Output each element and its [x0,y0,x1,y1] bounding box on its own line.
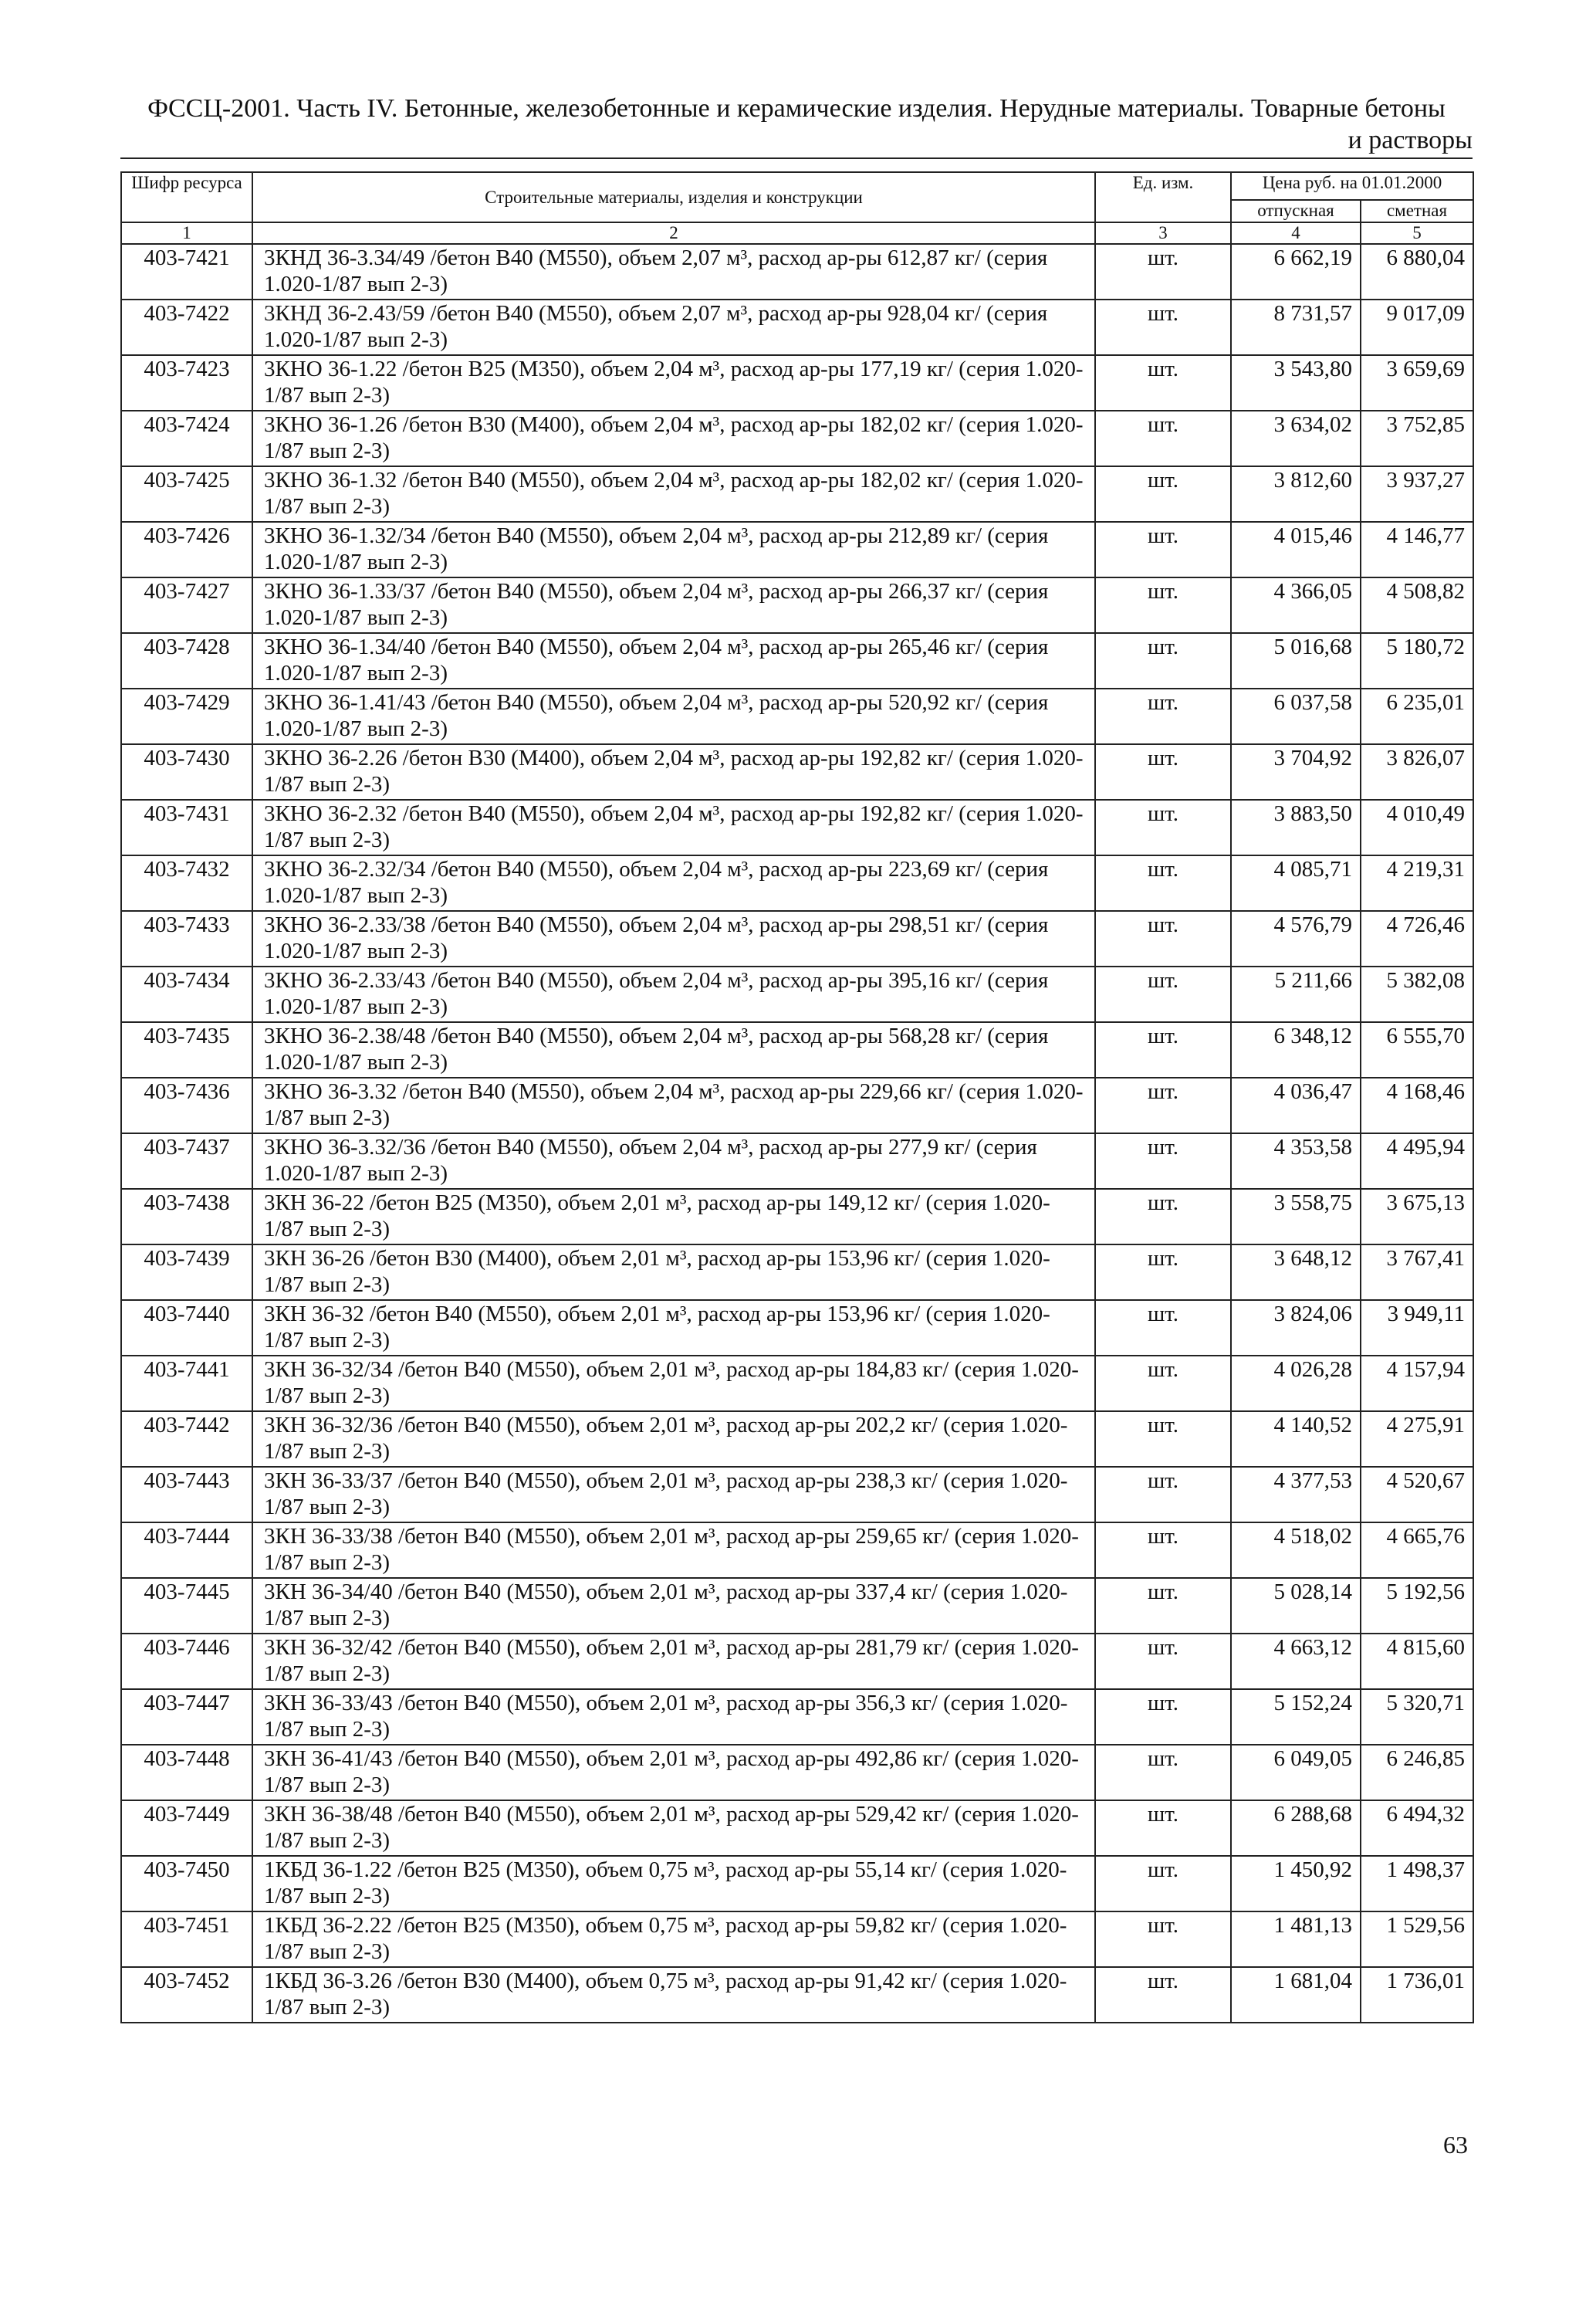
header-unit: Ед. изм. [1095,172,1231,222]
unit-cell: шт. [1095,633,1231,689]
table-row [121,1078,1473,1133]
resource-code: 403-7421 [121,244,252,300]
table-row [121,911,1473,967]
resource-code: 403-7448 [121,1745,252,1800]
table-row [121,1244,1473,1300]
column-number: 3 [1095,222,1231,244]
release-price-cell: 4 036,47 [1231,1078,1361,1133]
unit-cell: шт. [1095,1467,1231,1522]
material-description: 3КН 36-33/38 /бетон В40 (М550), объем 2,01 м³, расход ар-ры 259,65 кг/ (серия 1.020-1/87 вып 2-3) [252,1522,1095,1578]
table-row [121,967,1473,1022]
resource-code: 403-7434 [121,967,252,1022]
unit-cell: шт. [1095,744,1231,800]
release-price-cell: 3 648,12 [1231,1244,1361,1300]
material-description: 3КН 36-22 /бетон В25 (М350), объем 2,01 м³, расход ар-ры 149,12 кг/ (серия 1.020-1/87 вып 2-3) [252,1189,1095,1244]
material-description: 3КНО 36-2.26 /бетон В30 (М400), объем 2,04 м³, расход ар-ры 192,82 кг/ (серия 1.020-1/87 вып 2-3) [252,744,1095,800]
unit-cell: шт. [1095,411,1231,466]
estimate-price-cell: 5 320,71 [1361,1689,1473,1745]
estimate-price-cell: 3 767,41 [1361,1244,1473,1300]
table-row [121,577,1473,633]
price-table [120,171,1474,2023]
unit-cell: шт. [1095,1911,1231,1967]
release-price-cell: 3 883,50 [1231,800,1361,855]
resource-code: 403-7433 [121,911,252,967]
unit-cell: шт. [1095,1745,1231,1800]
estimate-price-cell: 3 949,11 [1361,1300,1473,1356]
table-row [121,1967,1473,2023]
release-price-cell: 4 015,46 [1231,522,1361,577]
resource-code: 403-7429 [121,689,252,744]
table-row [121,355,1473,411]
release-price-cell: 3 812,60 [1231,466,1361,522]
table-row [121,1022,1473,1078]
header-code: Шифр ресурса [121,172,252,222]
resource-code: 403-7423 [121,355,252,411]
unit-cell: шт. [1095,300,1231,355]
resource-code: 403-7447 [121,1689,252,1745]
estimate-price-cell: 4 495,94 [1361,1133,1473,1189]
table-row [121,244,1473,300]
resource-code: 403-7425 [121,466,252,522]
release-price-cell: 4 576,79 [1231,911,1361,967]
table-row [121,522,1473,577]
header-title-continuation: и растворы [1347,126,1473,154]
resource-code: 403-7432 [121,855,252,911]
resource-code: 403-7451 [121,1911,252,1967]
resource-code: 403-7431 [121,800,252,855]
resource-code: 403-7450 [121,1856,252,1911]
table-row [121,1522,1473,1578]
table-row [121,1578,1473,1634]
resource-code: 403-7435 [121,1022,252,1078]
estimate-price-cell: 5 382,08 [1361,967,1473,1022]
table-row [121,1300,1473,1356]
material-description: 3КН 36-34/40 /бетон В40 (М550), объем 2,01 м³, расход ар-ры 337,4 кг/ (серия 1.020-1/87 вып 2-3) [252,1578,1095,1634]
unit-cell: шт. [1095,967,1231,1022]
release-price-cell: 3 824,06 [1231,1300,1361,1356]
release-price-cell: 3 558,75 [1231,1189,1361,1244]
release-price-cell: 4 518,02 [1231,1522,1361,1578]
release-price-cell: 6 037,58 [1231,689,1361,744]
resource-code: 403-7428 [121,633,252,689]
unit-cell: шт. [1095,911,1231,967]
resource-code: 403-7440 [121,1300,252,1356]
release-price-cell: 5 016,68 [1231,633,1361,689]
table-header [121,172,1473,244]
release-price-cell: 5 152,24 [1231,1689,1361,1745]
estimate-price-cell: 4 275,91 [1361,1411,1473,1467]
release-price-cell: 4 377,53 [1231,1467,1361,1522]
release-price-cell: 4 663,12 [1231,1634,1361,1689]
table-row [121,800,1473,855]
release-price-cell: 3 704,92 [1231,744,1361,800]
estimate-price-cell: 6 246,85 [1361,1745,1473,1800]
table-row [121,689,1473,744]
release-price-cell: 4 085,71 [1231,855,1361,911]
release-price-cell: 8 731,57 [1231,300,1361,355]
material-description: 3КНО 36-1.32/34 /бетон В40 (М550), объем 2,04 м³, расход ар-ры 212,89 кг/ (серия 1.020-1/87 вып 2-3) [252,522,1095,577]
unit-cell: шт. [1095,1022,1231,1078]
material-description: 3КНО 36-1.26 /бетон В30 (М400), объем 2,04 м³, расход ар-ры 182,02 кг/ (серия 1.020-1/87 вып 2-3) [252,411,1095,466]
estimate-price-cell: 1 498,37 [1361,1856,1473,1911]
material-description: 1КБД 36-2.22 /бетон В25 (М350), объем 0,75 м³, расход ар-ры 59,82 кг/ (серия 1.020-1/87 вып 2-3) [252,1911,1095,1967]
material-description: 3КН 36-32 /бетон В40 (М550), объем 2,01 м³, расход ар-ры 153,96 кг/ (серия 1.020-1/87 вып 2-3) [252,1300,1095,1356]
table-row [121,1356,1473,1411]
material-description: 3КНО 36-1.22 /бетон В25 (М350), объем 2,04 м³, расход ар-ры 177,19 кг/ (серия 1.020-1/87 вып 2-3) [252,355,1095,411]
unit-cell: шт. [1095,1411,1231,1467]
estimate-price-cell: 4 665,76 [1361,1522,1473,1578]
unit-cell: шт. [1095,1634,1231,1689]
estimate-price-cell: 4 010,49 [1361,800,1473,855]
column-number: 2 [252,222,1095,244]
unit-cell: шт. [1095,1189,1231,1244]
release-price-cell: 4 366,05 [1231,577,1361,633]
unit-cell: шт. [1095,1244,1231,1300]
resource-code: 403-7441 [121,1356,252,1411]
resource-code: 403-7424 [121,411,252,466]
table-row [121,855,1473,911]
material-description: 3КНО 36-2.33/43 /бетон В40 (М550), объем 2,04 м³, расход ар-ры 395,16 кг/ (серия 1.020-1/87 вып 2-3) [252,967,1095,1022]
material-description: 3КНО 36-1.33/37 /бетон В40 (М550), объем 2,04 м³, расход ар-ры 266,37 кг/ (серия 1.020-1/87 вып 2-3) [252,577,1095,633]
resource-code: 403-7427 [121,577,252,633]
material-description: 1КБД 36-3.26 /бетон В30 (М400), объем 0,75 м³, расход ар-ры 91,42 кг/ (серия 1.020-1/87 вып 2-3) [252,1967,1095,2023]
estimate-price-cell: 5 180,72 [1361,633,1473,689]
material-description: 3КНО 36-2.33/38 /бетон В40 (М550), объем 2,04 м³, расход ар-ры 298,51 кг/ (серия 1.020-1/87 вып 2-3) [252,911,1095,967]
material-description: 3КН 36-32/34 /бетон В40 (М550), объем 2,01 м³, расход ар-ры 184,83 кг/ (серия 1.020-1/87 вып 2-3) [252,1356,1095,1411]
resource-code: 403-7422 [121,300,252,355]
release-price-cell: 6 288,68 [1231,1800,1361,1856]
estimate-price-cell: 1 529,56 [1361,1911,1473,1967]
unit-cell: шт. [1095,855,1231,911]
unit-cell: шт. [1095,1689,1231,1745]
estimate-price-cell: 4 508,82 [1361,577,1473,633]
unit-cell: шт. [1095,1300,1231,1356]
resource-code: 403-7439 [121,1244,252,1300]
unit-cell: шт. [1095,244,1231,300]
estimate-price-cell: 1 736,01 [1361,1967,1473,2023]
table-row [121,411,1473,466]
header-release-price: отпускная [1231,200,1361,222]
release-price-cell: 6 049,05 [1231,1745,1361,1800]
resource-code: 403-7443 [121,1467,252,1522]
release-price-cell: 1 681,04 [1231,1967,1361,2023]
estimate-price-cell: 6 235,01 [1361,689,1473,744]
material-description: 1КБД 36-1.22 /бетон В25 (М350), объем 0,75 м³, расход ар-ры 55,14 кг/ (серия 1.020-1/87 вып 2-3) [252,1856,1095,1911]
resource-code: 403-7436 [121,1078,252,1133]
material-description: 3КНО 36-1.41/43 /бетон В40 (М550), объем 2,04 м³, расход ар-ры 520,92 кг/ (серия 1.020-1/87 вып 2-3) [252,689,1095,744]
release-price-cell: 4 353,58 [1231,1133,1361,1189]
table-row [121,1745,1473,1800]
table-row [121,1911,1473,1967]
unit-cell: шт. [1095,466,1231,522]
estimate-price-cell: 3 752,85 [1361,411,1473,466]
material-description: 3КНО 36-2.38/48 /бетон В40 (М550), объем 2,04 м³, расход ар-ры 568,28 кг/ (серия 1.020-1/87 вып 2-3) [252,1022,1095,1078]
table-row [121,300,1473,355]
estimate-price-cell: 5 192,56 [1361,1578,1473,1634]
column-number: 1 [121,222,252,244]
resource-code: 403-7430 [121,744,252,800]
unit-cell: шт. [1095,355,1231,411]
column-number: 4 [1231,222,1361,244]
estimate-price-cell: 4 520,67 [1361,1467,1473,1522]
material-description: 3КНО 36-2.32/34 /бетон В40 (М550), объем 2,04 м³, расход ар-ры 223,69 кг/ (серия 1.020-1/87 вып 2-3) [252,855,1095,911]
estimate-price-cell: 4 146,77 [1361,522,1473,577]
unit-cell: шт. [1095,1133,1231,1189]
unit-cell: шт. [1095,577,1231,633]
resource-code: 403-7442 [121,1411,252,1467]
unit-cell: шт. [1095,1800,1231,1856]
estimate-price-cell: 4 815,60 [1361,1634,1473,1689]
estimate-price-cell: 6 880,04 [1361,244,1473,300]
unit-cell: шт. [1095,1856,1231,1911]
resource-code: 403-7438 [121,1189,252,1244]
table-row [121,1856,1473,1911]
unit-cell: шт. [1095,1967,1231,2023]
header-title: ФССЦ-2001. Часть IV. Бетонные, железобетонные и керамические изделия. Нерудные материалы. Товарные бетоны [147,94,1446,123]
page-header [120,93,1473,159]
estimate-price-cell: 4 168,46 [1361,1078,1473,1133]
estimate-price-cell: 6 494,32 [1361,1800,1473,1856]
table-row [121,1800,1473,1856]
unit-cell: шт. [1095,800,1231,855]
material-description: 3КН 36-32/42 /бетон В40 (М550), объем 2,01 м³, расход ар-ры 281,79 кг/ (серия 1.020-1/87 вып 2-3) [252,1634,1095,1689]
resource-code: 403-7444 [121,1522,252,1578]
table-row [121,466,1473,522]
resource-code: 403-7452 [121,1967,252,2023]
unit-cell: шт. [1095,1078,1231,1133]
estimate-price-cell: 4 726,46 [1361,911,1473,967]
material-description: 3КН 36-33/37 /бетон В40 (М550), объем 2,01 м³, расход ар-ры 238,3 кг/ (серия 1.020-1/87 вып 2-3) [252,1467,1095,1522]
unit-cell: шт. [1095,1578,1231,1634]
unit-cell: шт. [1095,1522,1231,1578]
estimate-price-cell: 3 826,07 [1361,744,1473,800]
table-row [121,1689,1473,1745]
material-description: 3КНО 36-1.34/40 /бетон В40 (М550), объем 2,04 м³, расход ар-ры 265,46 кг/ (серия 1.020-1/87 вып 2-3) [252,633,1095,689]
material-description: 3КНД 36-3.34/49 /бетон В40 (М550), объем 2,07 м³, расход ар-ры 612,87 кг/ (серия 1.020-1/87 вып 2-3) [252,244,1095,300]
release-price-cell: 6 662,19 [1231,244,1361,300]
table-row [121,1634,1473,1689]
column-number: 5 [1361,222,1473,244]
estimate-price-cell: 4 157,94 [1361,1356,1473,1411]
unit-cell: шт. [1095,522,1231,577]
release-price-cell: 6 348,12 [1231,1022,1361,1078]
release-price-cell: 5 028,14 [1231,1578,1361,1634]
resource-code: 403-7449 [121,1800,252,1856]
material-description: 3КН 36-41/43 /бетон В40 (М550), объем 2,01 м³, расход ар-ры 492,86 кг/ (серия 1.020-1/87 вып 2-3) [252,1745,1095,1800]
material-description: 3КН 36-38/48 /бетон В40 (М550), объем 2,01 м³, расход ар-ры 529,42 кг/ (серия 1.020-1/87 вып 2-3) [252,1800,1095,1856]
estimate-price-cell: 3 675,13 [1361,1189,1473,1244]
table-row [121,1133,1473,1189]
material-description: 3КНО 36-1.32 /бетон В40 (М550), объем 2,04 м³, расход ар-ры 182,02 кг/ (серия 1.020-1/87 вып 2-3) [252,466,1095,522]
release-price-cell: 3 634,02 [1231,411,1361,466]
table-row [121,633,1473,689]
estimate-price-cell: 6 555,70 [1361,1022,1473,1078]
estimate-price-cell: 3 659,69 [1361,355,1473,411]
material-description: 3КНО 36-3.32/36 /бетон В40 (М550), объем 2,04 м³, расход ар-ры 277,9 кг/ (серия 1.020-1/87 вып 2-3) [252,1133,1095,1189]
release-price-cell: 4 026,28 [1231,1356,1361,1411]
table-row [121,744,1473,800]
resource-code: 403-7426 [121,522,252,577]
unit-cell: шт. [1095,1356,1231,1411]
table-row [121,1411,1473,1467]
release-price-cell: 4 140,52 [1231,1411,1361,1467]
release-price-cell: 5 211,66 [1231,967,1361,1022]
estimate-price-cell: 9 017,09 [1361,300,1473,355]
unit-cell: шт. [1095,689,1231,744]
resource-code: 403-7446 [121,1634,252,1689]
header-estimate-price: сметная [1361,200,1473,222]
estimate-price-cell: 4 219,31 [1361,855,1473,911]
release-price-cell: 3 543,80 [1231,355,1361,411]
page-number: 63 [1443,2131,1468,2159]
estimate-price-cell: 3 937,27 [1361,466,1473,522]
resource-code: 403-7445 [121,1578,252,1634]
material-description: 3КН 36-32/36 /бетон В40 (М550), объем 2,01 м³, расход ар-ры 202,2 кг/ (серия 1.020-1/87 вып 2-3) [252,1411,1095,1467]
table-row [121,1467,1473,1522]
header-name: Строительные материалы, изделия и конструкции [252,172,1095,222]
release-price-cell: 1 450,92 [1231,1856,1361,1911]
table-row [121,1189,1473,1244]
material-description: 3КНО 36-2.32 /бетон В40 (М550), объем 2,04 м³, расход ар-ры 192,82 кг/ (серия 1.020-1/87 вып 2-3) [252,800,1095,855]
material-description: 3КН 36-26 /бетон В30 (М400), объем 2,01 м³, расход ар-ры 153,96 кг/ (серия 1.020-1/87 вып 2-3) [252,1244,1095,1300]
release-price-cell: 1 481,13 [1231,1911,1361,1967]
material-description: 3КН 36-33/43 /бетон В40 (М550), объем 2,01 м³, расход ар-ры 356,3 кг/ (серия 1.020-1/87 вып 2-3) [252,1689,1095,1745]
material-description: 3КНД 36-2.43/59 /бетон В40 (М550), объем 2,07 м³, расход ар-ры 928,04 кг/ (серия 1.020-1/87 вып 2-3) [252,300,1095,355]
resource-code: 403-7437 [121,1133,252,1189]
material-description: 3КНО 36-3.32 /бетон В40 (М550), объем 2,04 м³, расход ар-ры 229,66 кг/ (серия 1.020-1/87 вып 2-3) [252,1078,1095,1133]
header-price: Цена руб. на 01.01.2000 [1231,172,1473,200]
